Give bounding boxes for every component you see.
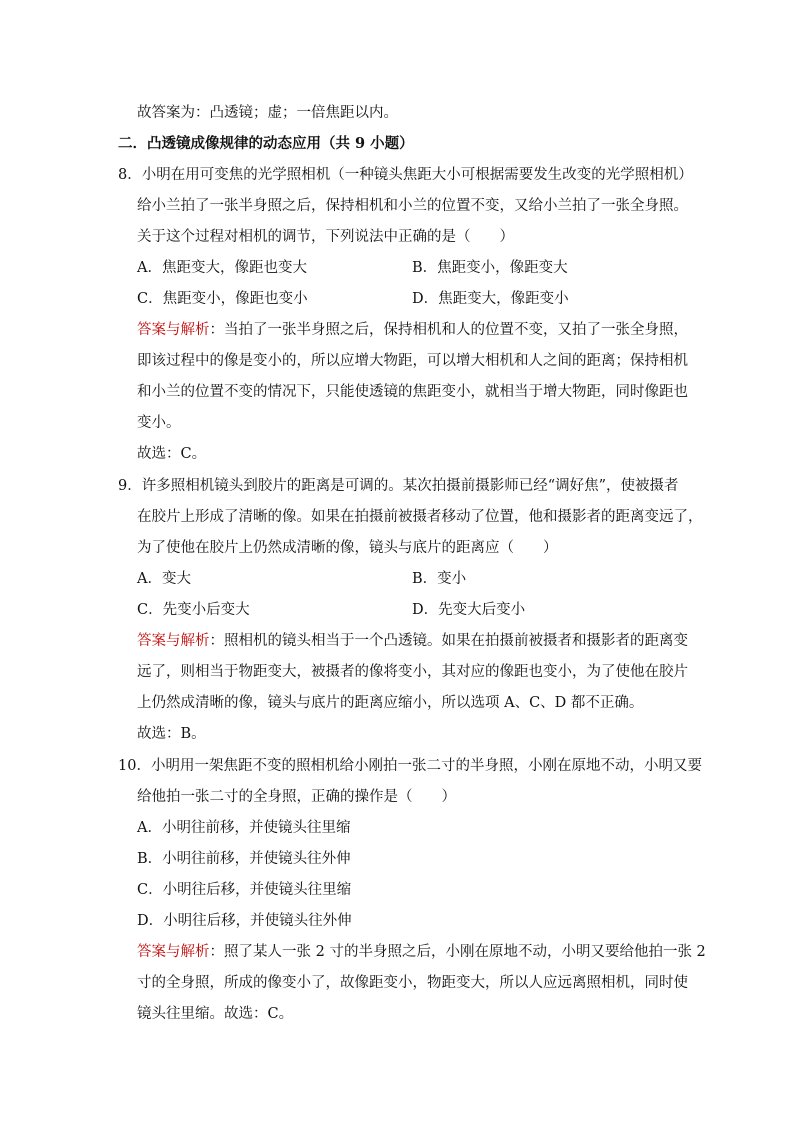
answer-line: 故选：B。 xyxy=(137,726,206,742)
analysis-line: 即该过程中的像是变小的，所以应增大物距，可以增大相机和人之间的距离；保持相机 xyxy=(137,353,688,369)
question-stem-line: 给他拍一张二寸的全身照，正确的操作是（ ） xyxy=(137,789,456,805)
analysis-line: 答案与解析：照了某人一张 2 寸的半身照之后，小刚在原地不动，小明又要给他拍一张 2 xyxy=(137,944,706,960)
answer-line: 故选：C。 xyxy=(137,446,207,462)
analysis-label: 答案与解析 xyxy=(137,633,210,649)
analysis-line: 寸的全身照，所成的像变小了，故像距变小，物距变大，所以人应远离照相机，同时使 xyxy=(137,975,688,991)
option-c: C．先变小后变大 xyxy=(137,602,250,618)
section-title: 二．凸透镜成像规律的动态应用（共 9 小题） xyxy=(118,135,414,152)
analysis-line: 远了，则相当于物距变大，被摄者的像将变小，其对应的像距也变小，为了使他在胶片 xyxy=(137,664,688,680)
analysis-line: 和小兰的位置不变的情况下，只能使透镜的焦距变小，就相当于增大物距，同时像距也 xyxy=(137,384,688,400)
question-stem-line: 8．小明在用可变焦的光学照相机（一种镜头焦距大小可根据需要发生改变的光学照相机） xyxy=(118,167,693,183)
analysis-line: 答案与解析：照相机的镜头相当于一个凸透镜。如果在拍摄前被摄者和摄影者的距离变 xyxy=(137,633,688,649)
question-stem-line: 关于这个过程对相机的调节，下列说法中正确的是（ ） xyxy=(137,229,514,245)
analysis-label: 答案与解析 xyxy=(137,322,210,338)
option-b: B．小明往前移，并使镜头往外伸 xyxy=(137,851,351,867)
analysis-line: 镜头往里缩。故选：C。 xyxy=(137,1006,294,1022)
option-b: B．变小 xyxy=(412,571,467,587)
question-stem-line: 在胶片上形成了清晰的像。如果在拍摄前被摄者移动了位置，他和摄影者的距离变远了， xyxy=(137,509,703,525)
option-d: D．焦距变大，像距变小 xyxy=(412,291,569,307)
option-a: A．小明往前移，并使镜头往里缩 xyxy=(137,820,351,836)
question-stem-line: 10．小明用一架焦距不变的照相机给小刚拍一张二寸的半身照，小刚在原地不动，小明又要 xyxy=(118,758,702,774)
option-c: C．焦距变小，像距也变小 xyxy=(137,291,308,307)
analysis-line: 变小。 xyxy=(137,415,181,431)
question-stem-line: 为了使他在胶片上仍然成清晰的像，镜头与底片的距离应（ ） xyxy=(137,540,558,556)
intro-answer: 故答案为：凸透镜；虚；一倍焦距以内。 xyxy=(137,105,398,121)
question-stem-line: 9．许多照相机镜头到胶片的距离是可调的。某次拍摄前摄影师已经“调好焦”，使被摄者 xyxy=(118,478,679,494)
analysis-line: 上仍然成清晰的像，镜头与底片的距离应缩小，所以选项 A、C、D 都不正确。 xyxy=(137,695,644,711)
option-b: B．焦距变小，像距变大 xyxy=(412,260,568,276)
option-d: D．先变大后变小 xyxy=(412,602,526,618)
analysis-label: 答案与解析 xyxy=(137,944,210,960)
analysis-line: 答案与解析：当拍了一张半身照之后，保持相机和人的位置不变，又拍了一张全身照， xyxy=(137,322,688,338)
option-a: A．焦距变大，像距也变大 xyxy=(137,260,307,276)
option-a: A．变大 xyxy=(137,571,191,587)
question-stem-line: 给小兰拍了一张半身照之后，保持相机和小兰的位置不变，又给小兰拍了一张全身照。 xyxy=(137,198,688,214)
option-c: C．小明往后移，并使镜头往里缩 xyxy=(137,882,352,898)
option-d: D．小明往后移，并使镜头往外伸 xyxy=(137,913,352,929)
